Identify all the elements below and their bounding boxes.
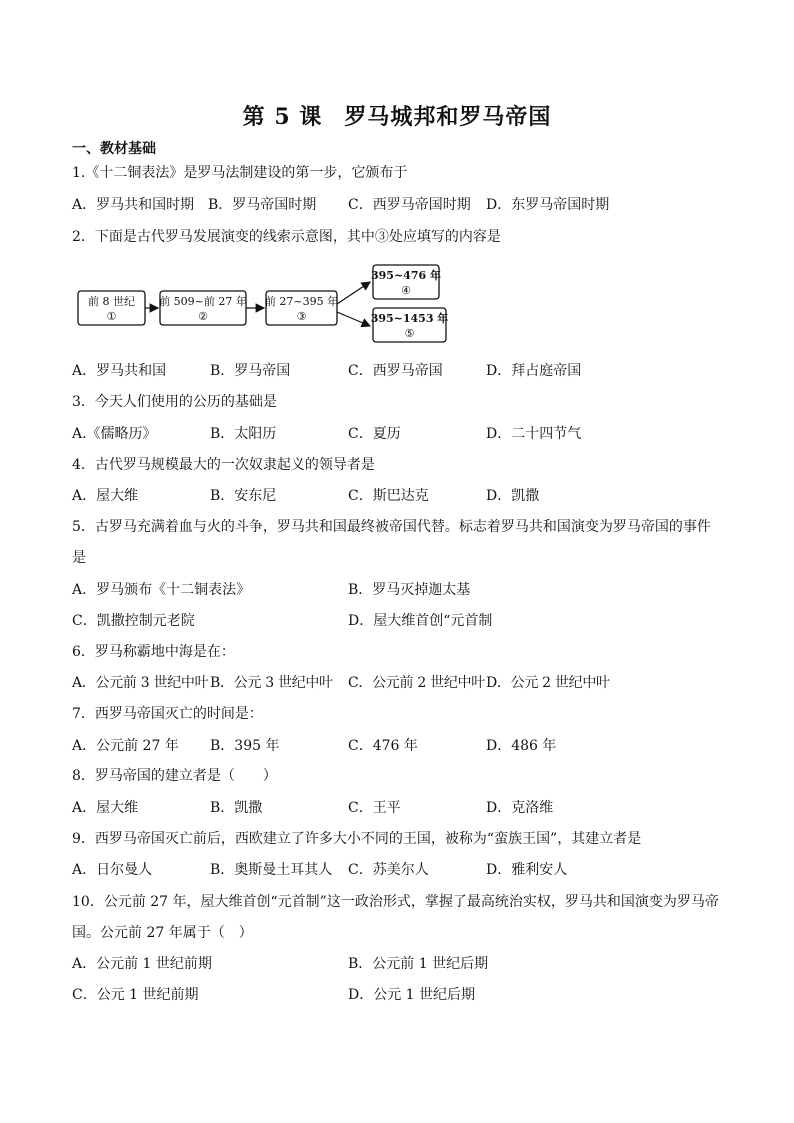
option-d: D．486 年 <box>486 738 557 754</box>
option-a: A．罗马共和国 <box>72 363 167 379</box>
box-5-period: 395~1453 年 <box>370 312 449 325</box>
box-2-period: 前 509~前 27 年 <box>159 295 247 308</box>
option-d: D．屋大维首创“元首制 <box>348 613 493 629</box>
option-a: A．公元前 3 世纪中叶 <box>72 675 209 691</box>
option-b: B．公元 3 世纪中叶 <box>210 675 333 691</box>
option-b: B．太阳历 <box>210 426 277 442</box>
option-c: C．夏历 <box>348 426 401 442</box>
diagram-box-3 <box>265 291 338 325</box>
option-a: A．公元前 27 年 <box>72 738 179 754</box>
option-c: C．公元前 2 世纪中叶 <box>348 675 485 691</box>
question-stem: 4．古代罗马规模最大的一次奴隶起义的领导者是 <box>72 457 375 473</box>
question-stem: 7．西罗马帝国灭亡的时间是： <box>72 706 263 722</box>
option-c: C．西罗马帝国时期 <box>348 197 471 213</box>
question-stem: 1.《十二铜表法》是罗马法制建设的第一步，它颁布于 <box>72 165 408 181</box>
question-stem: 10．公元前 27 年，屋大维首创“元首制”这一政治形式，掌握了最高统治实权，罗马共和国演变为罗马帝 <box>72 894 719 910</box>
option-b: B．罗马帝国时期 <box>208 197 317 213</box>
box-3-marker: ③ <box>296 310 307 323</box>
box-2-marker: ② <box>198 310 208 323</box>
option-d: D．二十四节气 <box>486 426 582 442</box>
option-d: D．东罗马帝国时期 <box>486 197 610 213</box>
option-b: B．安东尼 <box>210 488 277 504</box>
option-b: B．罗马帝国 <box>210 363 291 379</box>
question-stem: 2．下面是古代罗马发展演变的线索示意图，其中③处应填写的内容是 <box>72 229 501 245</box>
diagram-box-1 <box>78 291 145 325</box>
option-c: C．公元 1 世纪前期 <box>72 987 199 1003</box>
option-a: A．日尔曼人 <box>72 862 153 878</box>
option-c: C．西罗马帝国 <box>348 363 443 379</box>
lesson-title: 罗马城邦和罗马帝国 <box>344 104 552 130</box>
option-c: C．斯巴达克 <box>348 488 429 504</box>
option-a: A．罗马共和国时期 <box>72 197 195 213</box>
diagram-box-4 <box>371 265 441 299</box>
question-stem: 3．今天人们使用的公历的基础是 <box>72 394 277 410</box>
lesson-number: 第 5 课 <box>242 104 323 130</box>
option-c: C．476 年 <box>348 738 418 754</box>
arrow-3-4 <box>337 282 370 304</box>
option-d: D．公元 1 世纪后期 <box>348 987 476 1003</box>
option-c: C．苏美尔人 <box>348 862 429 878</box>
box-1-marker: ① <box>106 310 117 323</box>
box-4-marker: ④ <box>401 284 411 297</box>
option-a: A.《儒略历》 <box>72 426 157 442</box>
box-4-period: 395~476 年 <box>371 269 441 282</box>
timeline-diagram <box>72 258 472 348</box>
option-c: C．凯撒控制元老院 <box>72 613 195 629</box>
diagram-box-2 <box>159 291 247 325</box>
option-d: D．凯撒 <box>486 488 540 504</box>
box-3-period: 前 27~395 年 <box>264 295 339 308</box>
option-d: D．克洛维 <box>486 800 554 816</box>
question-stem-continued: 国。公元前 27 年属于（ ） <box>72 925 253 941</box>
option-c: C．王平 <box>348 800 401 816</box>
box-5-marker: ⑤ <box>404 327 415 340</box>
option-a: A．罗马颁布《十二铜表法》 <box>72 582 251 598</box>
option-b: B．395 年 <box>210 738 280 754</box>
box-1-period: 前 8 世纪 <box>88 295 135 308</box>
question-stem: 8．罗马帝国的建立者是（ ） <box>72 768 277 784</box>
option-a: A．屋大维 <box>72 800 139 816</box>
option-b: B．奥斯曼土耳其人 <box>210 862 333 878</box>
page-title <box>0 100 794 131</box>
option-b: B．凯撒 <box>210 800 263 816</box>
option-d: D．拜占庭帝国 <box>486 363 582 379</box>
option-b: B．公元前 1 世纪后期 <box>348 956 489 972</box>
option-a: A．公元前 1 世纪前期 <box>72 956 212 972</box>
section-heading: 一、教材基础 <box>72 141 156 157</box>
question-stem: 9．西罗马帝国灭亡前后，西欧建立了许多大小不同的王国，被称为“蛮族王国”，其建立者是 <box>72 831 642 847</box>
question-stem-continued: 是 <box>72 550 86 566</box>
option-d: D．公元 2 世纪中叶 <box>486 675 610 691</box>
diagram-box-5 <box>371 308 449 342</box>
arrow-3-5 <box>337 312 370 326</box>
question-stem: 6．罗马称霸地中海是在： <box>72 644 235 660</box>
option-b: B．罗马灭掉迦太基 <box>348 582 471 598</box>
option-d: D．雅利安人 <box>486 862 568 878</box>
option-a: A．屋大维 <box>72 488 139 504</box>
question-stem: 5．古罗马充满着血与火的斗争，罗马共和国最终被帝国代替。标志着罗马共和国演变为罗马帝国的事件 <box>72 519 711 535</box>
